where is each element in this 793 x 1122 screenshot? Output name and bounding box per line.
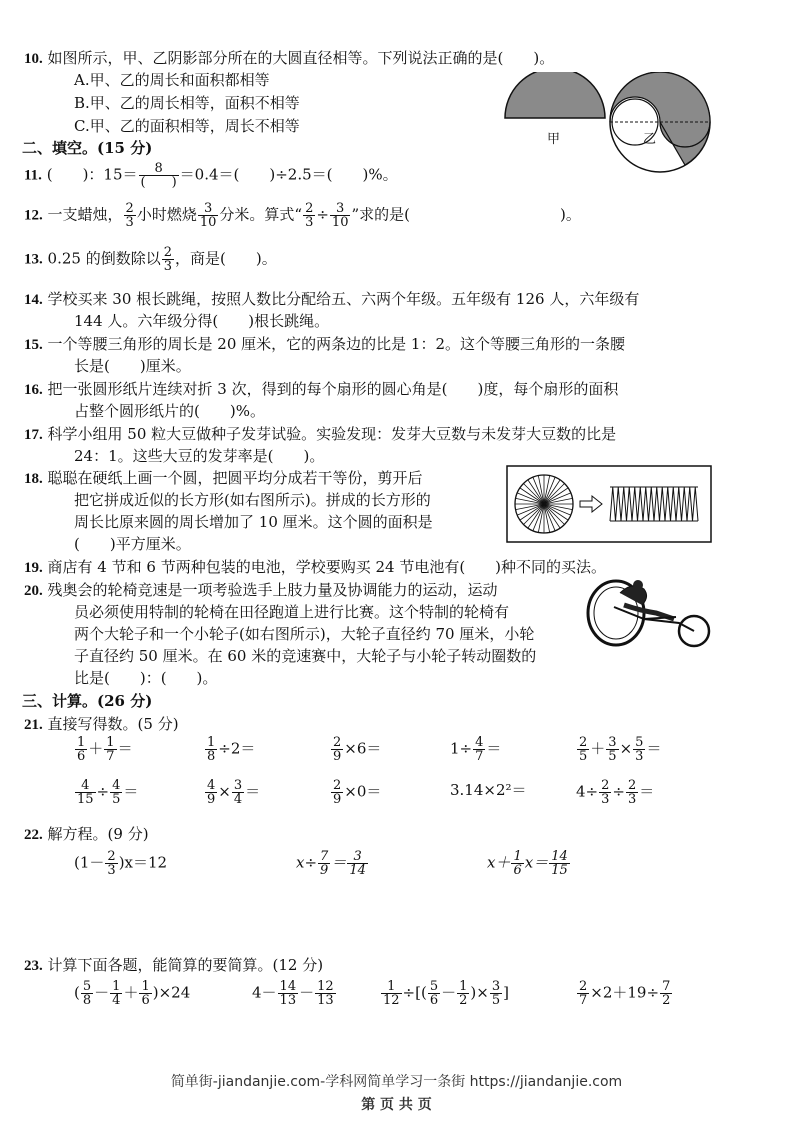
q19: 19. 商店有 4 节和 6 节两种包装的电池，学校要购买 24 节电池有( )种不同的买法。 <box>24 558 607 576</box>
q10: 10. 如图所示，甲、乙阴影部分所在的大圆直径相等。下列说法正确的是( )。 <box>24 49 555 67</box>
q18-line2: 把它拼成近似的长方形(如右图所示)。拼成的长方形的 <box>74 491 431 509</box>
q21: 21. 直接写得数。(5 分) <box>24 715 179 733</box>
q16: 16. 把一张圆形纸片连续对折 3 次，得到的每个扇形的圆心角是( )度，每个扇形的面积 <box>24 380 619 398</box>
q10-option-a: A.甲、乙的周长和面积都相等 <box>74 71 270 89</box>
fraction: $\frac{3}{10}$ <box>331 201 349 230</box>
q20-line5: 比是( )：( )。 <box>74 669 218 687</box>
q21-item: 4÷ $\frac{2}{3}$ ÷ $\frac{2}{3}$ ＝ <box>576 778 655 807</box>
footer-page: 第 页 共 页 <box>361 1097 432 1113</box>
q21-item: $\frac{1}{8}$ ÷2＝ <box>207 735 256 764</box>
fraction: $\frac{2}{9}$ <box>333 735 342 764</box>
q13: 13. 0.25 的倒数除以 $\frac{2}{3}$ ，商是( )。 <box>24 245 277 274</box>
fraction: $\frac{8}{( )}$ <box>140 161 177 190</box>
q21-item: $\frac{4}{15}$ ÷ $\frac{4}{5}$ ＝ <box>77 778 139 807</box>
label-jia: 甲 <box>547 132 561 147</box>
q14: 14. 学校买来 30 根长跳绳，按照人数比分配给五、六两个年级。五年级有 126 人，六年级有 <box>24 290 640 308</box>
q20-line4: 子直径约 50 厘米。在 60 米的竞速赛中，大轮子与小轮子转动圈数的 <box>74 647 537 665</box>
q10-option-b: B.甲、乙的周长相等，面积不相等 <box>74 94 300 112</box>
q21-item: 1÷ $\frac{4}{7}$ ＝ <box>450 735 502 764</box>
q20: 20. 残奥会的轮椅竞速是一项考验选手上肢力量及协调能力的运动，运动 <box>24 581 498 599</box>
fraction: $\frac{2}{3}$ <box>305 201 314 230</box>
q15: 15. 一个等腰三角形的周长是 20 厘米，它的两条边的比是 1：2。这个等腰三角形的一条腰 <box>24 335 626 353</box>
q21-item: $\frac{2}{9}$ ×6＝ <box>333 735 382 764</box>
fraction: $\frac{3}{4}$ <box>233 778 243 807</box>
q17-line2: 24：1。这些大豆的发芽率是( )。 <box>74 447 325 465</box>
circle-to-rectangle-figure <box>506 465 712 543</box>
q21-item: $\frac{4}{9}$ × $\frac{3}{4}$ ＝ <box>207 778 261 807</box>
q18-line3: 周长比原来圆的周长增加了 10 厘米。这个圆的面积是 <box>74 513 433 531</box>
fraction: $\frac{2}{5}$ <box>579 735 588 764</box>
q22-equation-3: x＋ $\frac{1}{6}$ x＝ $\frac{14}{15}$ <box>487 849 568 878</box>
fraction: $\frac{5}{3}$ <box>635 735 644 764</box>
q12: 12. 一支蜡烛， $\frac{2}{3}$ 小时燃烧 $\frac{3}{10}$ 分米。算式“ $\frac{2}{3}$ ÷ $\frac{3}{10}$ ”求的是( )。 <box>24 201 581 230</box>
q20-line2: 员必须使用特制的轮椅在田径跑道上进行比赛。这个特制的轮椅有 <box>74 603 510 621</box>
section-2-title: 二、填空。(15 分) <box>22 139 153 157</box>
fraction: $\frac{2}{3}$ <box>125 201 134 230</box>
q22: 22. 解方程。(9 分) <box>24 825 149 843</box>
fraction: $\frac{4}{9}$ <box>207 778 216 807</box>
q21-item: 3.14×2²＝ <box>450 781 527 799</box>
section-3-title: 三、计算。(26 分) <box>22 692 153 710</box>
fraction: $\frac{2}{3}$ <box>163 245 172 274</box>
fraction: $\frac{2}{3}$ <box>601 778 610 807</box>
fraction: $\frac{1}{7}$ <box>106 735 115 764</box>
q23-expr-1: ( $\frac{5}{8}$ － $\frac{1}{4}$ ＋ $\frac{1}{6}$ )×24 <box>74 979 191 1008</box>
fraction: $\frac{1}{6}$ <box>77 735 86 764</box>
fraction: $\frac{4}{7}$ <box>475 735 484 764</box>
q18: 18. 聪聪在硬纸上画一个圆，把圆平均分成若干等份，剪开后 <box>24 469 423 487</box>
fraction: $\frac{4}{5}$ <box>112 778 121 807</box>
q16-line2: 占整个圆形纸片的( )%。 <box>74 402 265 420</box>
q10-option-c: C.甲、乙的面积相等，周长不相等 <box>74 117 300 135</box>
q23-expr-2: 4－ $\frac{14}{13}$ － $\frac{12}{13}$ <box>252 979 334 1008</box>
fraction: $\frac{1}{8}$ <box>207 735 216 764</box>
fraction: $\frac{3}{10}$ <box>199 201 217 230</box>
fraction: $\frac{3}{5}$ <box>608 735 617 764</box>
fraction: $\frac{2}{3}$ <box>627 778 637 807</box>
q23-expr-4: $\frac{2}{7}$ ×2＋19÷ $\frac{7}{2}$ <box>579 979 671 1008</box>
wheelchair-figure <box>584 575 716 655</box>
q22-equation-2: x÷ $\frac{7}{9}$ ＝ $\frac{3}{14}$ <box>296 849 366 878</box>
q21-item: $\frac{1}{6}$ ＋ $\frac{1}{7}$ ＝ <box>77 735 133 764</box>
q21-item: $\frac{2}{5}$ ＋ $\frac{3}{5}$ × $\frac{5}{3}$ ＝ <box>579 735 662 764</box>
q15-line2: 长是( )厘米。 <box>74 357 191 375</box>
q23-expr-3: $\frac{1}{12}$ ÷[( $\frac{5}{6}$ － $\frac{1}{2}$ )× $\frac{3}{5}$ ] <box>383 979 509 1008</box>
q22-equation-1: (1－ $\frac{2}{3}$ )x＝12 <box>74 849 168 878</box>
q11: 11. ( )：15＝ $\frac{8}{( )}$ ＝0.4＝( )÷2.5＝( )%。 <box>24 161 398 190</box>
q18-line4: ( )平方厘米。 <box>74 535 191 553</box>
fraction: $\frac{2}{9}$ <box>333 778 342 807</box>
footer-site: 简单街-jiandanjie.com-学科网简单学习一条街 https://jiandanjie.com <box>170 1074 623 1090</box>
figure-yi <box>605 72 715 178</box>
q23: 23. 计算下面各题，能简算的要简算。(12 分) <box>24 956 324 974</box>
q21-item: $\frac{2}{9}$ ×0＝ <box>333 778 382 807</box>
q17: 17. 科学小组用 50 粒大豆做种子发芽试验。实验发现：发芽大豆数与未发芽大豆数的比是 <box>24 425 617 443</box>
label-yi: 乙 <box>643 132 657 147</box>
q20-line3: 两个大轮子和一个小轮子(如右图所示)，大轮子直径约 70 厘米，小轮 <box>74 625 535 643</box>
fraction: $\frac{4}{15}$ <box>77 778 94 807</box>
q14-line2: 144 人。六年级分得( )根长跳绳。 <box>74 312 330 330</box>
